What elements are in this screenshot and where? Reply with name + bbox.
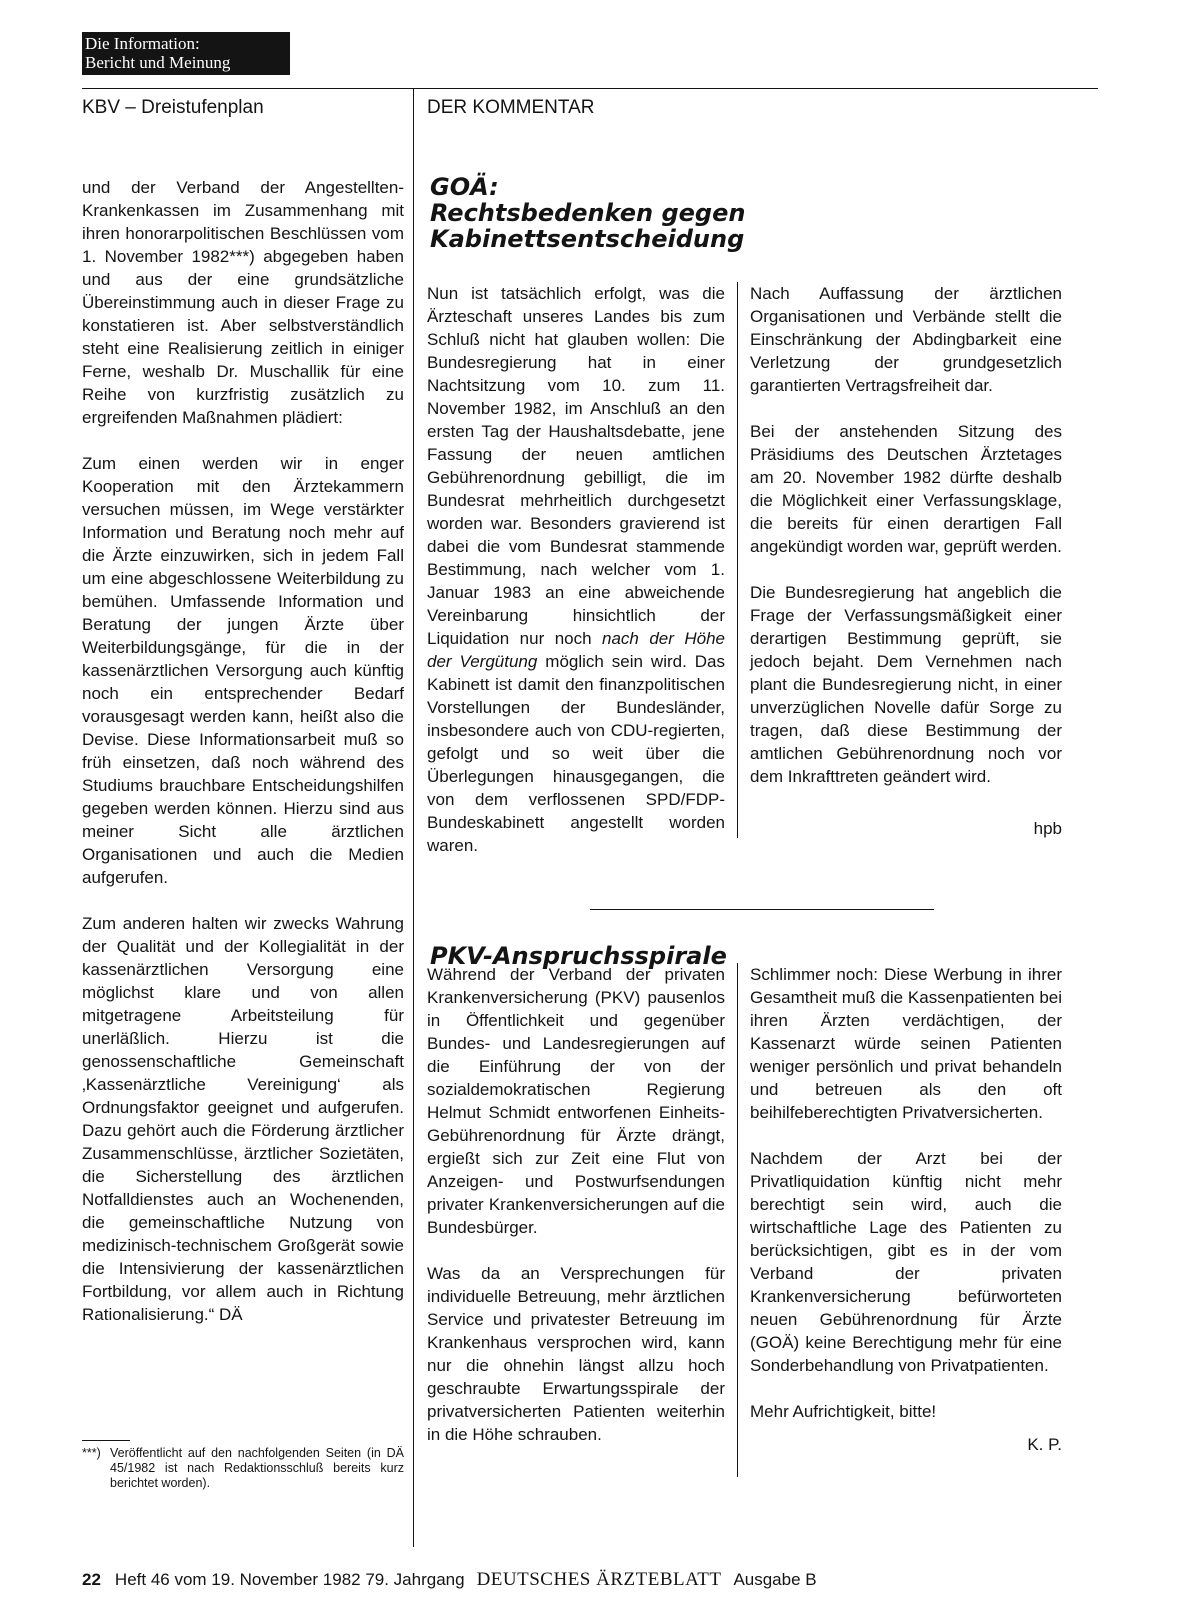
article2-column-2 (750, 963, 1062, 1423)
page-footer (82, 1569, 817, 1591)
article2-column-divider (737, 963, 738, 1477)
left-column (82, 176, 404, 1349)
top-rule (82, 88, 1098, 89)
article1-column-divider (737, 282, 738, 838)
article1-p4-text: Die Bundesregierung hat angeblich die Frage der Verfassungsmäßigkeit einer derartigen Bestimmung geprüft, sie jedoch bejaht. Dem Vernehmen nach plant die Bundesregierung nicht, in einer unverzüglichen Novelle dafür Sorge zu tragen, daß diese Bestimmung der amtlichen Gebührenordnung noch vor dem Inkrafttreten geändert wird. (750, 583, 1062, 786)
edition: Ausgabe B (733, 1570, 817, 1589)
magazine-name: DEUTSCHES ÄRZTEBLATT (476, 1569, 722, 1590)
article1-headline-line1: GOÄ: (430, 173, 499, 201)
section-tag (82, 32, 290, 75)
article1-paragraph-3: Bei der anstehenden Sitzung des Präsidiums des Deutschen Ärztetages am 20. November 1982 dürfte deshalb die Möglichkeit einer Verfassungsklage, die bereits für einen derartigen Fall angekündigt worden war, geprüft werden. (750, 422, 1062, 556)
article1-headline-line3: Kabinettsentscheidung (430, 225, 745, 253)
article2-paragraph-3: Schlimmer noch: Diese Werbung in ihrer Gesamtheit muß die Kassenpatienten bei ihren Ärzten verdächtigen, der Kassenarzt würde seinen Patienten weniger persönlich und privat behandeln und betreuen als den oft beihilfeberechtigten Privatversicherten. (750, 965, 1062, 1122)
article1-column-1 (427, 282, 725, 880)
article1-p1-italic: nach der Höhe der Vergütung (427, 629, 725, 671)
article2-signoff: K. P. (1027, 1435, 1062, 1454)
page-number: 22 (82, 1570, 101, 1589)
article1-p1-after: möglich sein wird. Das Kabinett ist damit den finanzpolitischen Vorstellungen der Bundesländer, insbesondere auch von CDU-regierten, gefolgt und so weit über die Überlegungen hinausgegangen, die von dem verflossenen SPD/FDP-Bundeskabinett angestellt worden waren. (427, 652, 725, 855)
footnote-rule (82, 1440, 130, 1441)
column-divider (413, 88, 414, 1547)
footnote (82, 1446, 404, 1491)
left-kicker: KBV – Dreistufenplan (82, 97, 264, 118)
left-paragraph-1: und der Verband der Angestellten-Krankenkassen im Zusammenhang mit ihren honorarpolitischen Beschlüssen vom 1. November 1982***) abgegeben haben und aus der eine grundsätzliche Übereinstimmung auch in dieser Frage zu konstatieren ist. Aber selbstverständlich steht eine Realisierung zeitlich in einiger Ferne, weshalb Dr. Muschallik für eine Reihe von kurzfristig zusätzlich zu ergreifenden Maßnahmen plädiert: (82, 178, 404, 427)
article2-column-1 (427, 963, 725, 1469)
article1-headline (430, 174, 800, 252)
article2-paragraph-2: Was da an Versprechungen für individuelle Betreuung, mehr ärztlichen Service und privatester Betreuung im Krankenhaus versprochen wird, kann nur die ohnehin längst allzu hoch geschraubte Erwartungsspirale der privatversicherten Patienten weiterhin in die Höhe schrauben. (427, 1264, 725, 1444)
article1-signoff: hpb (1033, 819, 1062, 838)
issue-info: Heft 46 vom 19. November 1982 79. Jahrgang (114, 1570, 465, 1589)
section-tag-line1: Die Information: (85, 34, 200, 53)
article1-p1-before: Nun ist tatsächlich erfolgt, was die Ärzteschaft unseres Landes bis zum Schluß nicht hat glauben wollen: Die Bundesregierung hat in einer Nachtsitzung vom 10. zum 11. November 1982, im Anschluß an den ersten Tag der Haushaltsdebatte, jene Fassung der neuen amtlichen Gebührenordnung gebilligt, die im Bundesrat mehrheitlich durchgesetzt worden war. Besonders gravierend ist dabei die vom Bundesrat stammende Bestimmung, nach welcher vom 1. Januar 1983 an eine abweichende Vereinbarung hinsichtlich der Liquidation nur noch (427, 284, 725, 648)
left-paragraph-3: Zum anderen halten wir zwecks Wahrung der Qualität und der Kollegialität in der kassenärztlichen Versorgung eine möglichst klare und von allen mitgetragene Arbeitsteilung für unerläßlich. Hierzu ist die genossenschaftliche Gemeinschaft ‚Kassenärztliche Vereinigung‘ als Ordnungsfaktor geeignet und aufgerufen. Dazu gehört auch die Förderung ärztlicher Zusammenschlüsse, ärztlicher Sozietäten, die Sicherstellung des ärztlichen Notfalldienstes auch an Wochenenden, die gemeinschaftliche Nutzung von medizinisch-technischem Großgerät sowie die Intensivierung der kassenärztlichen Fortbildung, vor allem auch in Richtung Rationalisierung.“ DÄ (82, 914, 404, 1324)
article2-paragraph-4: Nachdem der Arzt bei der Privatliquidation künftig nicht mehr berechtigt sein wird, auch die wirtschaftliche Lage des Patienten zu berücksichtigen, gibt es in der vom Verband der privaten Krankenversicherung befürworteten neuen Gebührenordnung für Ärzte (GOÄ) keine Berechtigung mehr für eine Sonderbehandlung von Privatpatienten. (750, 1149, 1062, 1375)
left-paragraph-2: Zum einen werden wir in enger Kooperation mit den Ärztekammern versuchen müssen, im Wege verstärkter Information und Beratung noch mehr auf die Ärzte einzuwirken, sich in jedem Fall um eine abgeschlossene Weiterbildung zu bemühen. Umfassende Information und Beratung der jungen Ärzte über Weiterbildungsgänge, für die in der kassenärztlichen Versorgung auch künftig noch ein entsprechender Bedarf vorausgesagt werden kann, heißt also die Devise. Diese Informationsarbeit muß so früh einsetzen, daß noch während des Studiums brauchbare Entscheidungshilfen gegeben werden können. Hierzu sind aus meiner Sicht alle ärztlichen Organisationen und auch die Medien aufgerufen. (82, 454, 404, 887)
article1-paragraph-4 (750, 581, 1062, 788)
article1-column-2 (750, 282, 1062, 811)
section-tag-line2: Bericht und Meinung (85, 53, 231, 72)
article2-headline: PKV-Anspruchsspirale (430, 942, 727, 970)
right-kicker: DER KOMMENTAR (427, 97, 595, 118)
article1-paragraph-2: Nach Auffassung der ärztlichen Organisationen und Verbände stellt die Einschränkung der Abdingbarkeit eine Verletzung der grundgesetzlich garantierten Vertragsfreiheit dar. (750, 284, 1062, 395)
article-separator-rule (590, 909, 934, 910)
article1-paragraph-1 (427, 282, 725, 857)
article1-headline-line2: Rechtsbedenken gegen (430, 199, 746, 227)
footnote-mark: ***) (82, 1446, 101, 1460)
article2-paragraph-5: Mehr Aufrichtigkeit, bitte! (750, 1402, 937, 1421)
article2-paragraph-1: Während der Verband der privaten Krankenversicherung (PKV) pausenlos in Öffentlichkeit und gegenüber Bundes- und Landesregierungen auf die Einführung der von der sozialdemokratischen Regierung Helmut Schmidt entworfenen Einheits-Gebührenordnung für Ärzte drängt, ergießt sich zur Zeit eine Flut von Anzeigen- und Postwurfsendungen privater Krankenversicherungen auf die Bundesbürger. (427, 965, 725, 1237)
footnote-text: Veröffentlicht auf den nachfolgenden Seiten (in DÄ 45/1982 ist nach Redaktionsschluß bereits kurz berichtet worden). (110, 1446, 404, 1490)
